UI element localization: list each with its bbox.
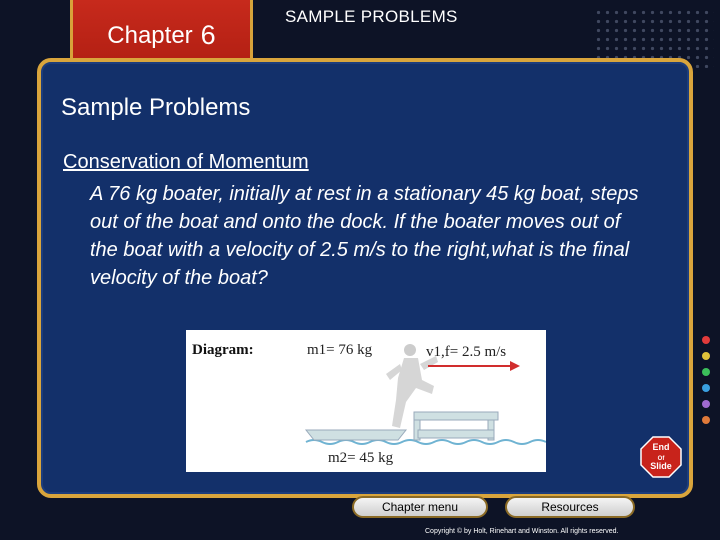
- problem-heading: Conservation of Momentum: [63, 151, 309, 173]
- chapter-menu-button[interactable]: Chapter menu: [352, 496, 488, 518]
- chapter-number: 6: [200, 20, 216, 50]
- end-of-slide-button[interactable]: [640, 436, 682, 478]
- problem-text: A 76 kg boater, initially at rest in a stationary 45 kg boat, steps out of the boat and onto the dock. If the boater moves out of the boat with a velocity of 2.5 m/s to the right,what is the final velocity of the boat?: [90, 183, 639, 289]
- boat-mass-label: m2= 45 kg: [328, 450, 394, 466]
- panel-title: Sample Problems: [61, 94, 251, 121]
- diagram-image: [186, 330, 546, 472]
- end-slide-line1: End: [652, 442, 670, 452]
- header-title: SAMPLE PROBLEMS: [285, 7, 458, 26]
- velocity-label: v1,f= 2.5 m/s: [426, 344, 507, 360]
- resources-button[interactable]: Resources: [505, 496, 635, 518]
- chapter-label: Chapter: [107, 21, 193, 49]
- diagram-label: Diagram:: [192, 342, 254, 358]
- side-color-dots: [699, 336, 713, 431]
- end-slide-line2: Of: [657, 456, 665, 462]
- boater-mass-label: m1= 76 kg: [307, 342, 373, 358]
- copyright-text: Copyright © by Holt, Rinehart and Winston. All rights reserved.: [425, 528, 619, 535]
- end-slide-line3: Slide: [650, 461, 672, 471]
- stop-sign-icon: [640, 436, 682, 478]
